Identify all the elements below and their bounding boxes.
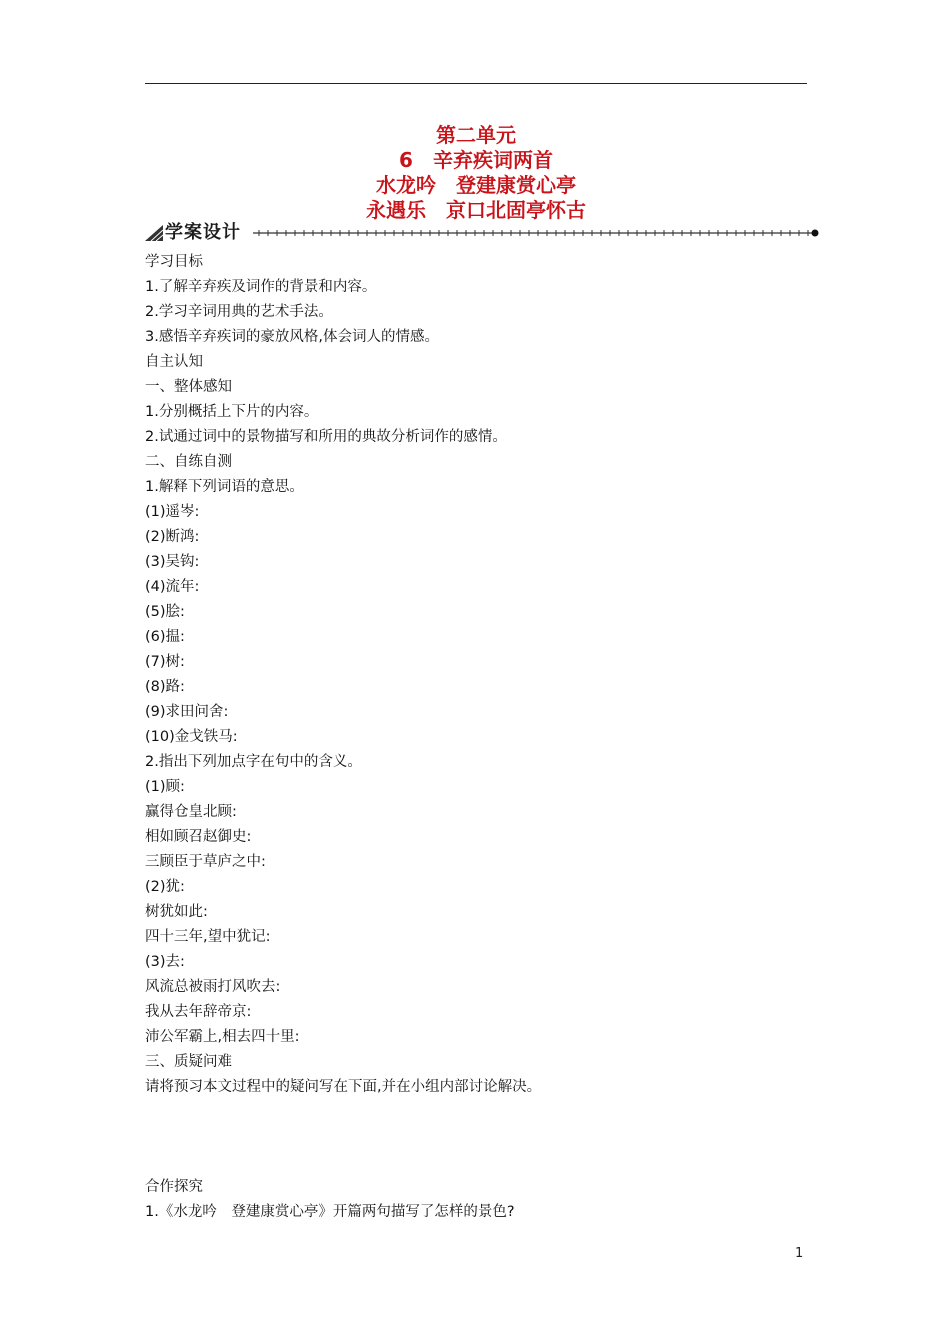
meaning-item: 四十三年,望中犹记: — [145, 929, 271, 945]
vocab-item: (10)金戈铁马: — [145, 729, 238, 745]
question-item: 1.分别概括上下片的内容。 — [145, 404, 319, 420]
question-item: 2.试通过词中的景物描写和所用的典故分析词作的感情。 — [145, 429, 507, 445]
section-banner — [145, 222, 820, 244]
vocab-item: (5)脍: — [145, 604, 185, 620]
title-block — [145, 123, 807, 223]
poem-title-2: 永遇乐 京口北固亭怀古 — [366, 198, 586, 222]
q2-prompt: 2.指出下列加点字在句中的含义。 — [145, 754, 362, 770]
vocab-item: (6)揾: — [145, 629, 185, 645]
lesson-title: 6 辛弃疾词两首 — [399, 148, 553, 172]
meaning-item: 风流总被雨打风吹去: — [145, 979, 281, 995]
banner-triangle-icon — [145, 225, 163, 241]
meaning-item: 沛公军霸上,相去四十里: — [145, 1029, 300, 1045]
part2-heading: 二、自练自测 — [145, 454, 232, 470]
vocab-item: (2)断鸿: — [145, 529, 200, 545]
part3-text: 请将预习本文过程中的疑问写在下面,并在小组内部讨论解决。 — [145, 1079, 542, 1095]
meaning-item: (1)顾: — [145, 779, 185, 795]
part1-heading: 一、整体感知 — [145, 379, 232, 395]
meaning-item: 相如顾召赵御史: — [145, 829, 252, 845]
meaning-item: 赢得仓皇北顾: — [145, 804, 237, 820]
study-goals-heading: 学习目标 — [145, 254, 203, 270]
goal-item: 3.感悟辛弃疾词的豪放风格,体会词人的情感。 — [145, 329, 439, 345]
goal-item: 2.学习辛词用典的艺术手法。 — [145, 304, 333, 320]
vocab-item: (3)吴钩: — [145, 554, 200, 570]
section-banner-label: 学案设计 — [165, 222, 241, 243]
vocab-item: (4)流年: — [145, 579, 200, 595]
q1-prompt: 1.解释下列词语的意思。 — [145, 479, 304, 495]
vocab-item: (9)求田问舍: — [145, 704, 229, 720]
meaning-item: 三顾臣于草庐之中: — [145, 854, 266, 870]
unit-title: 第二单元 — [436, 123, 516, 147]
self-study-heading: 自主认知 — [145, 354, 203, 370]
page-number: 1 — [795, 1246, 804, 1261]
meaning-item: 我从去年辞帝京: — [145, 1004, 252, 1020]
goal-item: 1.了解辛弃疾及词作的背景和内容。 — [145, 279, 377, 295]
banner-dotted-rule — [253, 226, 820, 240]
header-rule — [145, 83, 807, 84]
answer-space — [145, 1100, 807, 1175]
cooperation-item: 1.《水龙吟 登建康赏心亭》开篇两句描写了怎样的景色? — [145, 1204, 515, 1220]
meaning-item: (3)去: — [145, 954, 185, 970]
poem-title-1: 水龙吟 登建康赏心亭 — [376, 173, 576, 197]
vocab-item: (8)路: — [145, 679, 185, 695]
meaning-item: 树犹如此: — [145, 904, 208, 920]
worksheet-content — [145, 250, 807, 1225]
meaning-item: (2)犹: — [145, 879, 185, 895]
part3-heading: 三、质疑问难 — [145, 1054, 232, 1070]
cooperation-heading: 合作探究 — [145, 1179, 203, 1195]
vocab-item: (1)遥岑: — [145, 504, 200, 520]
vocab-item: (7)树: — [145, 654, 185, 670]
